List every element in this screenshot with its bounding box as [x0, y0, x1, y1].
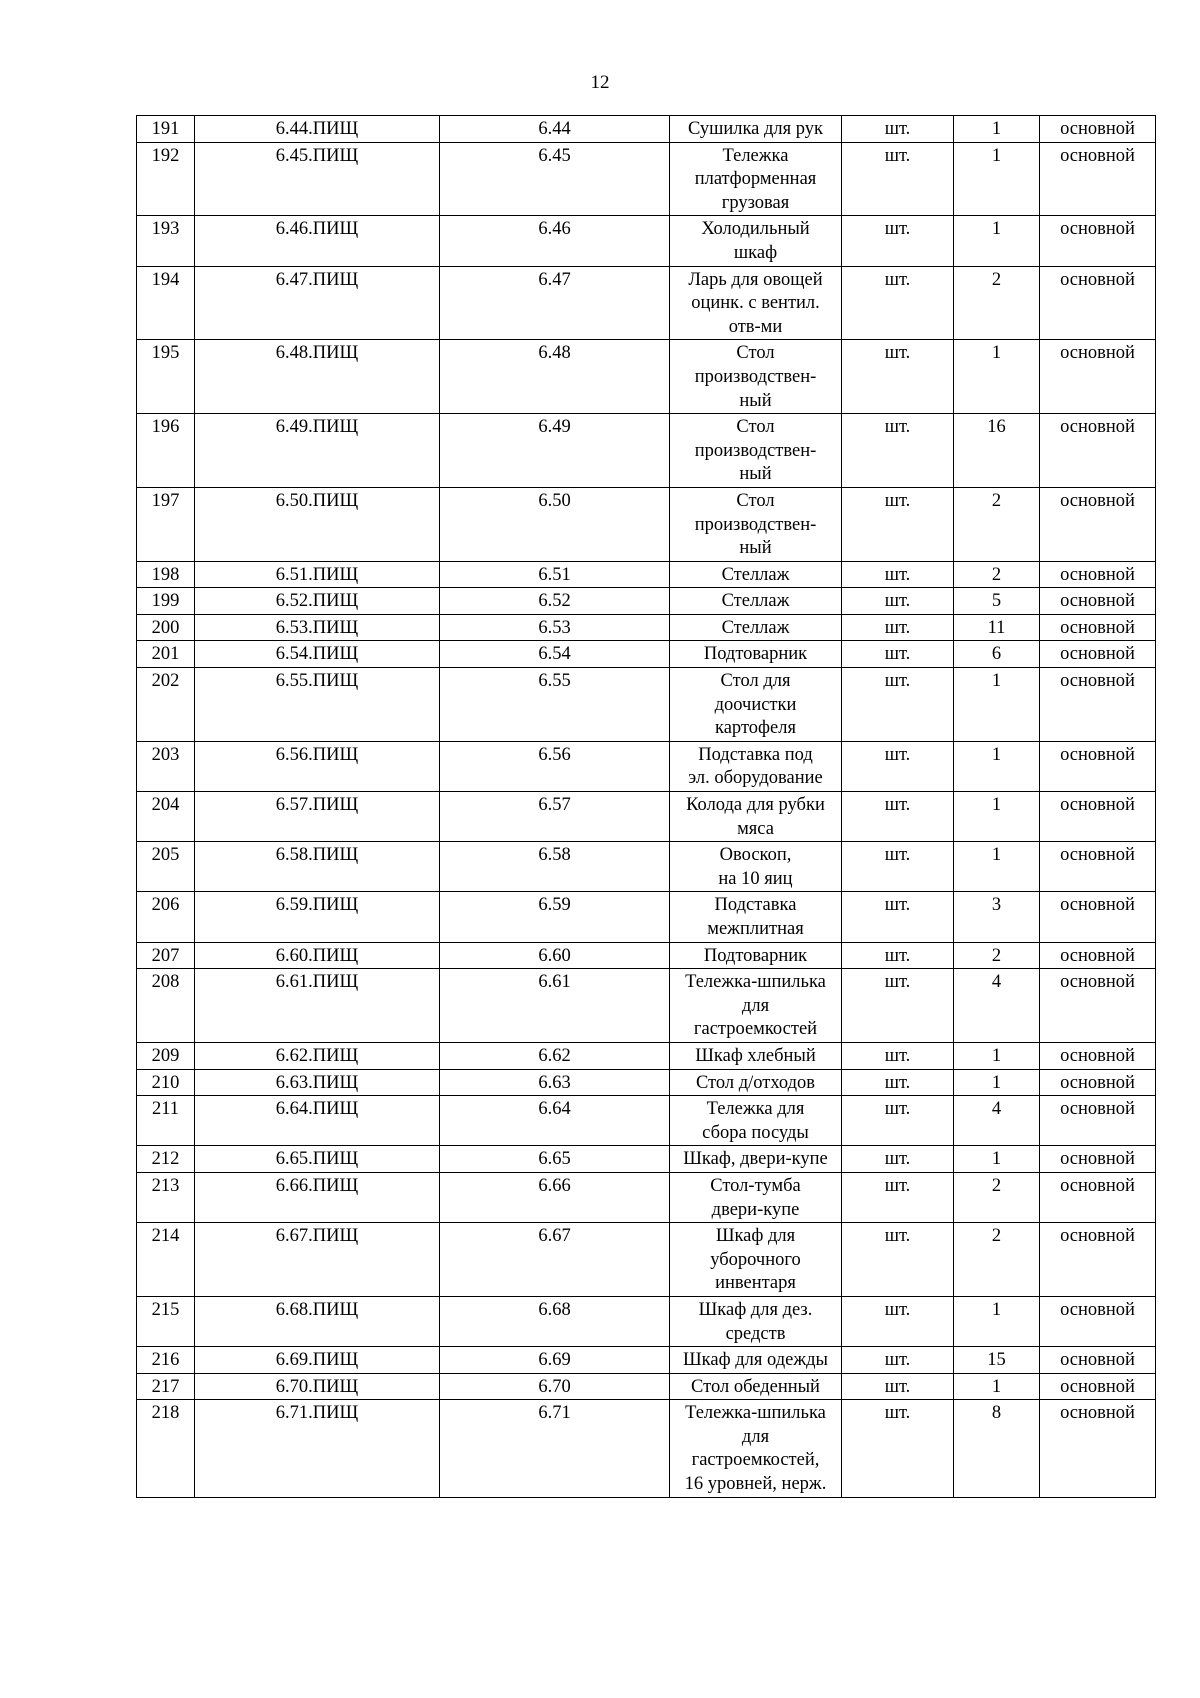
category-cell: основной: [1040, 1096, 1156, 1146]
table-row: [137, 1172, 1156, 1222]
item-name-cell: Стол производствен- ный: [670, 487, 842, 561]
reference-cell: 6.46: [440, 216, 670, 266]
quantity-cell: 6: [954, 641, 1040, 668]
item-code-cell: 6.58.ПИЩ: [195, 842, 440, 892]
row-number-cell: 217: [137, 1373, 195, 1400]
item-name-cell: Стеллаж: [670, 588, 842, 615]
table-row: [137, 1042, 1156, 1069]
quantity-cell: 8: [954, 1400, 1040, 1497]
unit-cell: шт.: [842, 142, 954, 216]
unit-cell: шт.: [842, 741, 954, 791]
table-row: [137, 561, 1156, 588]
item-name-cell: Тележка-шпилька для гастроемкостей: [670, 969, 842, 1043]
unit-cell: шт.: [842, 641, 954, 668]
category-cell: основной: [1040, 1223, 1156, 1297]
item-code-cell: 6.60.ПИЩ: [195, 942, 440, 969]
item-code-cell: 6.51.ПИЩ: [195, 561, 440, 588]
category-cell: основной: [1040, 487, 1156, 561]
quantity-cell: 15: [954, 1347, 1040, 1374]
item-name-cell: Стол д/отходов: [670, 1069, 842, 1096]
quantity-cell: 4: [954, 969, 1040, 1043]
reference-cell: 6.58: [440, 842, 670, 892]
item-name-cell: Стол для доочистки картофеля: [670, 668, 842, 742]
quantity-cell: 11: [954, 614, 1040, 641]
item-code-cell: 6.69.ПИЩ: [195, 1347, 440, 1374]
reference-cell: 6.68: [440, 1296, 670, 1346]
category-cell: основной: [1040, 668, 1156, 742]
unit-cell: шт.: [842, 487, 954, 561]
reference-cell: 6.55: [440, 668, 670, 742]
row-number-cell: 203: [137, 741, 195, 791]
quantity-cell: 1: [954, 1069, 1040, 1096]
category-cell: основной: [1040, 1296, 1156, 1346]
row-number-cell: 206: [137, 892, 195, 942]
row-number-cell: 207: [137, 942, 195, 969]
unit-cell: шт.: [842, 1296, 954, 1346]
table-row: [137, 216, 1156, 266]
table-row: [137, 414, 1156, 488]
quantity-cell: 1: [954, 1296, 1040, 1346]
category-cell: основной: [1040, 340, 1156, 414]
item-code-cell: 6.53.ПИЩ: [195, 614, 440, 641]
quantity-cell: 2: [954, 1172, 1040, 1222]
reference-cell: 6.51: [440, 561, 670, 588]
item-name-cell: Стол-тумба двери-купе: [670, 1172, 842, 1222]
item-name-cell: Стеллаж: [670, 561, 842, 588]
quantity-cell: 2: [954, 1223, 1040, 1297]
item-code-cell: 6.54.ПИЩ: [195, 641, 440, 668]
row-number-cell: 215: [137, 1296, 195, 1346]
category-cell: основной: [1040, 588, 1156, 615]
unit-cell: шт.: [842, 561, 954, 588]
table-row: [137, 1069, 1156, 1096]
row-number-cell: 205: [137, 842, 195, 892]
quantity-cell: 1: [954, 1146, 1040, 1173]
item-name-cell: Подтоварник: [670, 942, 842, 969]
item-code-cell: 6.71.ПИЩ: [195, 1400, 440, 1497]
quantity-cell: 2: [954, 942, 1040, 969]
category-cell: основной: [1040, 1347, 1156, 1374]
quantity-cell: 1: [954, 741, 1040, 791]
table-row: [137, 1223, 1156, 1297]
reference-cell: 6.48: [440, 340, 670, 414]
table-row: [137, 1296, 1156, 1346]
unit-cell: шт.: [842, 414, 954, 488]
row-number-cell: 216: [137, 1347, 195, 1374]
item-code-cell: 6.57.ПИЩ: [195, 792, 440, 842]
reference-cell: 6.64: [440, 1096, 670, 1146]
item-name-cell: Подставка под эл. оборудование: [670, 741, 842, 791]
unit-cell: шт.: [842, 116, 954, 143]
item-name-cell: Стол производствен- ный: [670, 340, 842, 414]
reference-cell: 6.60: [440, 942, 670, 969]
table-row: [137, 340, 1156, 414]
reference-cell: 6.65: [440, 1146, 670, 1173]
table-row: [137, 142, 1156, 216]
category-cell: основной: [1040, 1069, 1156, 1096]
row-number-cell: 198: [137, 561, 195, 588]
unit-cell: шт.: [842, 216, 954, 266]
item-code-cell: 6.52.ПИЩ: [195, 588, 440, 615]
category-cell: основной: [1040, 741, 1156, 791]
item-name-cell: Шкаф, двери-купе: [670, 1146, 842, 1173]
reference-cell: 6.70: [440, 1373, 670, 1400]
unit-cell: шт.: [842, 588, 954, 615]
table-row: [137, 1146, 1156, 1173]
category-cell: основной: [1040, 414, 1156, 488]
row-number-cell: 212: [137, 1146, 195, 1173]
table-row: [137, 892, 1156, 942]
item-name-cell: Шкаф для одежды: [670, 1347, 842, 1374]
item-name-cell: Подтоварник: [670, 641, 842, 668]
category-cell: основной: [1040, 266, 1156, 340]
unit-cell: шт.: [842, 340, 954, 414]
reference-cell: 6.71: [440, 1400, 670, 1497]
reference-cell: 6.52: [440, 588, 670, 615]
item-name-cell: Ларь для овощей оцинк. с вентил. отв-ми: [670, 266, 842, 340]
quantity-cell: 2: [954, 561, 1040, 588]
unit-cell: шт.: [842, 1042, 954, 1069]
row-number-cell: 213: [137, 1172, 195, 1222]
reference-cell: 6.44: [440, 116, 670, 143]
unit-cell: шт.: [842, 842, 954, 892]
quantity-cell: 1: [954, 142, 1040, 216]
item-name-cell: Стеллаж: [670, 614, 842, 641]
quantity-cell: 5: [954, 588, 1040, 615]
row-number-cell: 214: [137, 1223, 195, 1297]
unit-cell: шт.: [842, 1347, 954, 1374]
category-cell: основной: [1040, 1146, 1156, 1173]
table-row: [137, 1347, 1156, 1374]
quantity-cell: 1: [954, 842, 1040, 892]
item-name-cell: Шкаф для дез. средств: [670, 1296, 842, 1346]
row-number-cell: 201: [137, 641, 195, 668]
item-name-cell: Тележка-шпилька для гастроемкостей, 16 уровней, нерж.: [670, 1400, 842, 1497]
table-row: [137, 1373, 1156, 1400]
category-cell: основной: [1040, 561, 1156, 588]
item-code-cell: 6.48.ПИЩ: [195, 340, 440, 414]
item-name-cell: Овоскоп, на 10 яиц: [670, 842, 842, 892]
unit-cell: шт.: [842, 1069, 954, 1096]
unit-cell: шт.: [842, 1172, 954, 1222]
unit-cell: шт.: [842, 942, 954, 969]
reference-cell: 6.66: [440, 1172, 670, 1222]
quantity-cell: 1: [954, 216, 1040, 266]
table-row: [137, 614, 1156, 641]
item-code-cell: 6.50.ПИЩ: [195, 487, 440, 561]
item-code-cell: 6.55.ПИЩ: [195, 668, 440, 742]
table-row: [137, 641, 1156, 668]
reference-cell: 6.61: [440, 969, 670, 1043]
item-code-cell: 6.61.ПИЩ: [195, 969, 440, 1043]
quantity-cell: 4: [954, 1096, 1040, 1146]
unit-cell: шт.: [842, 969, 954, 1043]
item-name-cell: Подставка межплитная: [670, 892, 842, 942]
item-code-cell: 6.49.ПИЩ: [195, 414, 440, 488]
quantity-cell: 1: [954, 116, 1040, 143]
item-name-cell: Колода для рубки мяса: [670, 792, 842, 842]
unit-cell: шт.: [842, 1373, 954, 1400]
unit-cell: шт.: [842, 1223, 954, 1297]
reference-cell: 6.69: [440, 1347, 670, 1374]
reference-cell: 6.62: [440, 1042, 670, 1069]
category-cell: основной: [1040, 1172, 1156, 1222]
item-name-cell: Шкаф для уборочного инвентаря: [670, 1223, 842, 1297]
quantity-cell: 2: [954, 266, 1040, 340]
item-code-cell: 6.45.ПИЩ: [195, 142, 440, 216]
quantity-cell: 16: [954, 414, 1040, 488]
row-number-cell: 210: [137, 1069, 195, 1096]
unit-cell: шт.: [842, 792, 954, 842]
item-name-cell: Тележка для сбора посуды: [670, 1096, 842, 1146]
quantity-cell: 3: [954, 892, 1040, 942]
item-code-cell: 6.68.ПИЩ: [195, 1296, 440, 1346]
quantity-cell: 1: [954, 340, 1040, 414]
reference-cell: 6.53: [440, 614, 670, 641]
item-code-cell: 6.63.ПИЩ: [195, 1069, 440, 1096]
row-number-cell: 195: [137, 340, 195, 414]
reference-cell: 6.67: [440, 1223, 670, 1297]
row-number-cell: 196: [137, 414, 195, 488]
category-cell: основной: [1040, 641, 1156, 668]
row-number-cell: 208: [137, 969, 195, 1043]
item-code-cell: 6.70.ПИЩ: [195, 1373, 440, 1400]
table-row: [137, 116, 1156, 143]
item-name-cell: Стол обеденный: [670, 1373, 842, 1400]
unit-cell: шт.: [842, 668, 954, 742]
row-number-cell: 202: [137, 668, 195, 742]
row-number-cell: 197: [137, 487, 195, 561]
category-cell: основной: [1040, 1373, 1156, 1400]
reference-cell: 6.50: [440, 487, 670, 561]
category-cell: основной: [1040, 142, 1156, 216]
table-row: [137, 842, 1156, 892]
reference-cell: 6.59: [440, 892, 670, 942]
category-cell: основной: [1040, 614, 1156, 641]
table-row: [137, 741, 1156, 791]
table-row: [137, 792, 1156, 842]
reference-cell: 6.56: [440, 741, 670, 791]
reference-cell: 6.63: [440, 1069, 670, 1096]
row-number-cell: 211: [137, 1096, 195, 1146]
unit-cell: шт.: [842, 892, 954, 942]
table-row: [137, 1096, 1156, 1146]
row-number-cell: 218: [137, 1400, 195, 1497]
item-code-cell: 6.47.ПИЩ: [195, 266, 440, 340]
item-code-cell: 6.44.ПИЩ: [195, 116, 440, 143]
category-cell: основной: [1040, 942, 1156, 969]
table-row: [137, 487, 1156, 561]
row-number-cell: 204: [137, 792, 195, 842]
unit-cell: шт.: [842, 1146, 954, 1173]
table-row: [137, 969, 1156, 1043]
row-number-cell: 209: [137, 1042, 195, 1069]
item-code-cell: 6.67.ПИЩ: [195, 1223, 440, 1297]
row-number-cell: 199: [137, 588, 195, 615]
unit-cell: шт.: [842, 1096, 954, 1146]
row-number-cell: 200: [137, 614, 195, 641]
quantity-cell: 1: [954, 668, 1040, 742]
quantity-cell: 1: [954, 1373, 1040, 1400]
category-cell: основной: [1040, 792, 1156, 842]
category-cell: основной: [1040, 892, 1156, 942]
item-name-cell: Стол производствен- ный: [670, 414, 842, 488]
row-number-cell: 192: [137, 142, 195, 216]
item-name-cell: Шкаф хлебный: [670, 1042, 842, 1069]
category-cell: основной: [1040, 216, 1156, 266]
table-row: [137, 588, 1156, 615]
quantity-cell: 1: [954, 1042, 1040, 1069]
page-number: 12: [590, 72, 610, 93]
item-code-cell: 6.46.ПИЩ: [195, 216, 440, 266]
item-code-cell: 6.64.ПИЩ: [195, 1096, 440, 1146]
item-code-cell: 6.65.ПИЩ: [195, 1146, 440, 1173]
category-cell: основной: [1040, 1400, 1156, 1497]
unit-cell: шт.: [842, 266, 954, 340]
reference-cell: 6.47: [440, 266, 670, 340]
item-code-cell: 6.59.ПИЩ: [195, 892, 440, 942]
reference-cell: 6.49: [440, 414, 670, 488]
row-number-cell: 193: [137, 216, 195, 266]
category-cell: основной: [1040, 116, 1156, 143]
row-number-cell: 194: [137, 266, 195, 340]
category-cell: основной: [1040, 1042, 1156, 1069]
item-code-cell: 6.62.ПИЩ: [195, 1042, 440, 1069]
item-code-cell: 6.66.ПИЩ: [195, 1172, 440, 1222]
reference-cell: 6.45: [440, 142, 670, 216]
item-name-cell: Холодильный шкаф: [670, 216, 842, 266]
item-code-cell: 6.56.ПИЩ: [195, 741, 440, 791]
table-row: [137, 942, 1156, 969]
table-row: [137, 266, 1156, 340]
item-name-cell: Тележка платформенная грузовая: [670, 142, 842, 216]
reference-cell: 6.54: [440, 641, 670, 668]
category-cell: основной: [1040, 969, 1156, 1043]
reference-cell: 6.57: [440, 792, 670, 842]
unit-cell: шт.: [842, 1400, 954, 1497]
table-row: [137, 1400, 1156, 1497]
unit-cell: шт.: [842, 614, 954, 641]
quantity-cell: 2: [954, 487, 1040, 561]
row-number-cell: 191: [137, 116, 195, 143]
equipment-table: [136, 115, 1156, 1498]
table-row: [137, 668, 1156, 742]
category-cell: основной: [1040, 842, 1156, 892]
item-name-cell: Сушилка для рук: [670, 116, 842, 143]
quantity-cell: 1: [954, 792, 1040, 842]
